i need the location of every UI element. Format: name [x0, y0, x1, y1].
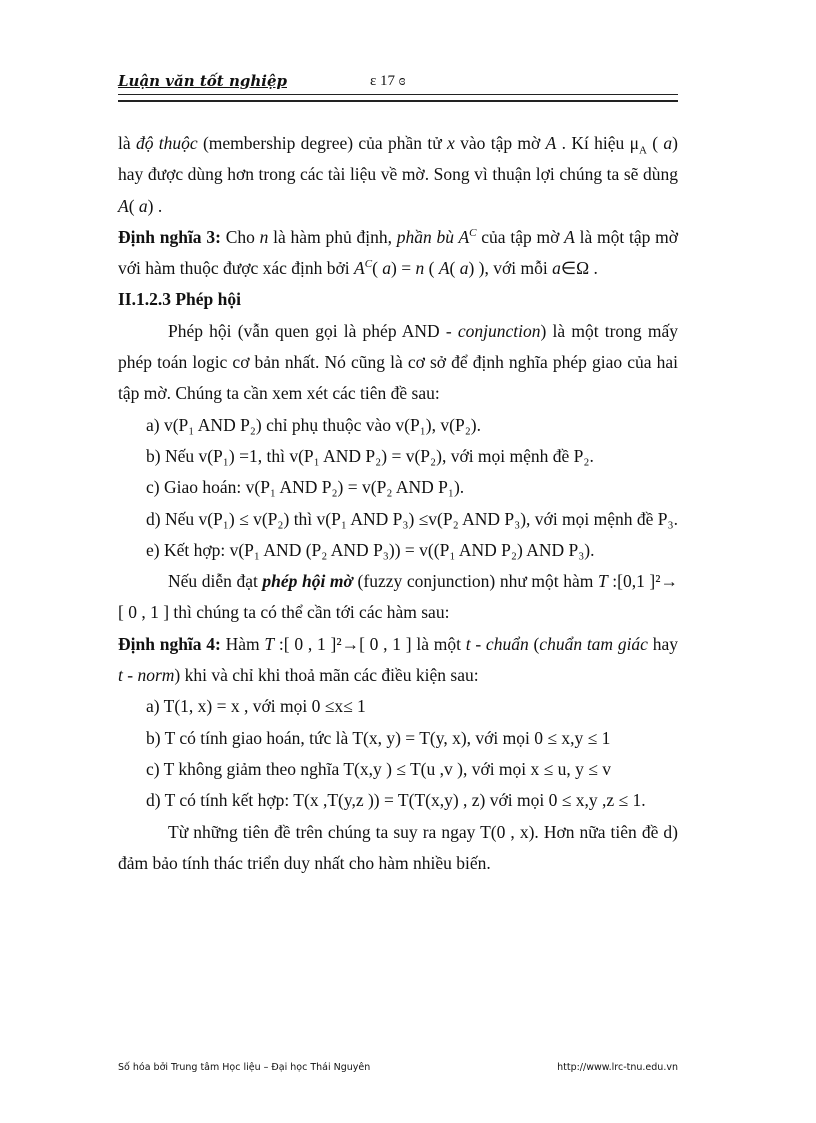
- condition-b: b) T có tính giao hoán, tức là T(x, y) = T(y, x), với mọi 0 ≤ x,y ≤ 1: [146, 727, 611, 748]
- axiom-d: d) Nếu v(P₁) ≤ v(P₂) thì v(P₁ AND P₃) ≤v(P₂ AND P₃), với mọi mệnh đề P₃.: [146, 508, 679, 529]
- definition-4: Định nghĩa 4: Hàm T :[ 0 , 1 ]²→[ 0 , 1 ] là một t - chuẩn (chuẩn tam giác hay t - norm) khi và chỉ khi thoả mãn các điều kiện sau:: [118, 633, 678, 686]
- axiom-c: c) Giao hoán: v(P₁ AND P₂) = v(P₂ AND P₁).: [146, 477, 465, 498]
- paragraph-conclusion: Từ những tiên đề trên chúng ta suy ra ngay T(0 , x). Hơn nữa tiên đề d) đảm bảo tính thác triển duy nhất cho hàm nhiều biến.: [118, 821, 678, 873]
- definition-4-label: Định nghĩa 4:: [118, 633, 221, 654]
- axiom-b: b) Nếu v(P₁) =1, thì v(P₁ AND P₂) = v(P₂), với mọi mệnh đề P₂.: [146, 445, 594, 466]
- paragraph-membership: là độ thuộc (membership degree) của phần tử x vào tập mờ A . Kí hiệu $\mu_A$ ( a) hay được dùng hơn trong các tài liệu về mờ. Song vì thuận lợi chúng ta sẽ dùng A( a) .: [118, 133, 678, 216]
- page-number: ɛ 17 ɞ: [370, 73, 406, 89]
- axiom-e: e) Kết hợp: v(P₁ AND (P₂ AND P₃)) = v((P₁ AND P₂) AND P₃).: [146, 539, 595, 560]
- paragraph-conjunction: Phép hội (vẫn quen gọi là phép AND - conjunction) là một trong mấy phép toán logic cơ bản nhất. Nó cũng là cơ sở để định nghĩa phép giao của hai tập mờ. Chúng ta cần xem xét các tiên đề sau:: [118, 320, 678, 404]
- page-footer: [118, 1062, 678, 1078]
- page-header: [118, 72, 678, 96]
- condition-d: d) T có tính kết hợp: T(x ,T(y,z )) = T(T(x,y) , z) với mọi 0 ≤ x,y ,z ≤ 1.: [146, 790, 646, 811]
- condition-c: c) T không giảm theo nghĩa T(x,y ) ≤ T(u ,v ), với mọi x ≤ u, y ≤ v: [146, 758, 611, 779]
- page-body: [118, 128, 678, 879]
- condition-a: a) T(1, x) = x , với mọi 0 ≤x≤ 1: [146, 696, 366, 717]
- definition-3: Định nghĩa 3: Cho n là hàm phủ định, phần bù $A^C$ của tập mờ A là một tập mờ với hàm thuộc được xác định bởi $A^C$( a) = n ( A( a) ), với mỗi a∈Ω .: [118, 226, 679, 279]
- footer-url: http://www.lrc-tnu.edu.vn: [557, 1062, 678, 1073]
- header-title: Luận văn tốt nghiệp: [118, 72, 287, 90]
- section-heading: II.1.2.3 Phép hội: [118, 289, 242, 310]
- paragraph-fuzzy-conjunction: Nếu diễn đạt phép hội mờ (fuzzy conjunction) như một hàm T :[0,1 ]²→ [ 0 , 1 ] thì chúng ta có thể cần tới các hàm sau:: [118, 571, 678, 623]
- definition-3-label: Định nghĩa 3:: [118, 226, 221, 247]
- header-divider: [118, 94, 678, 102]
- axiom-a: a) v(P₁ AND P₂) chỉ phụ thuộc vào v(P₁), v(P₂).: [146, 414, 481, 435]
- footer-source: Số hóa bởi Trung tâm Học liệu – Đại học Thái Nguyên: [118, 1062, 371, 1073]
